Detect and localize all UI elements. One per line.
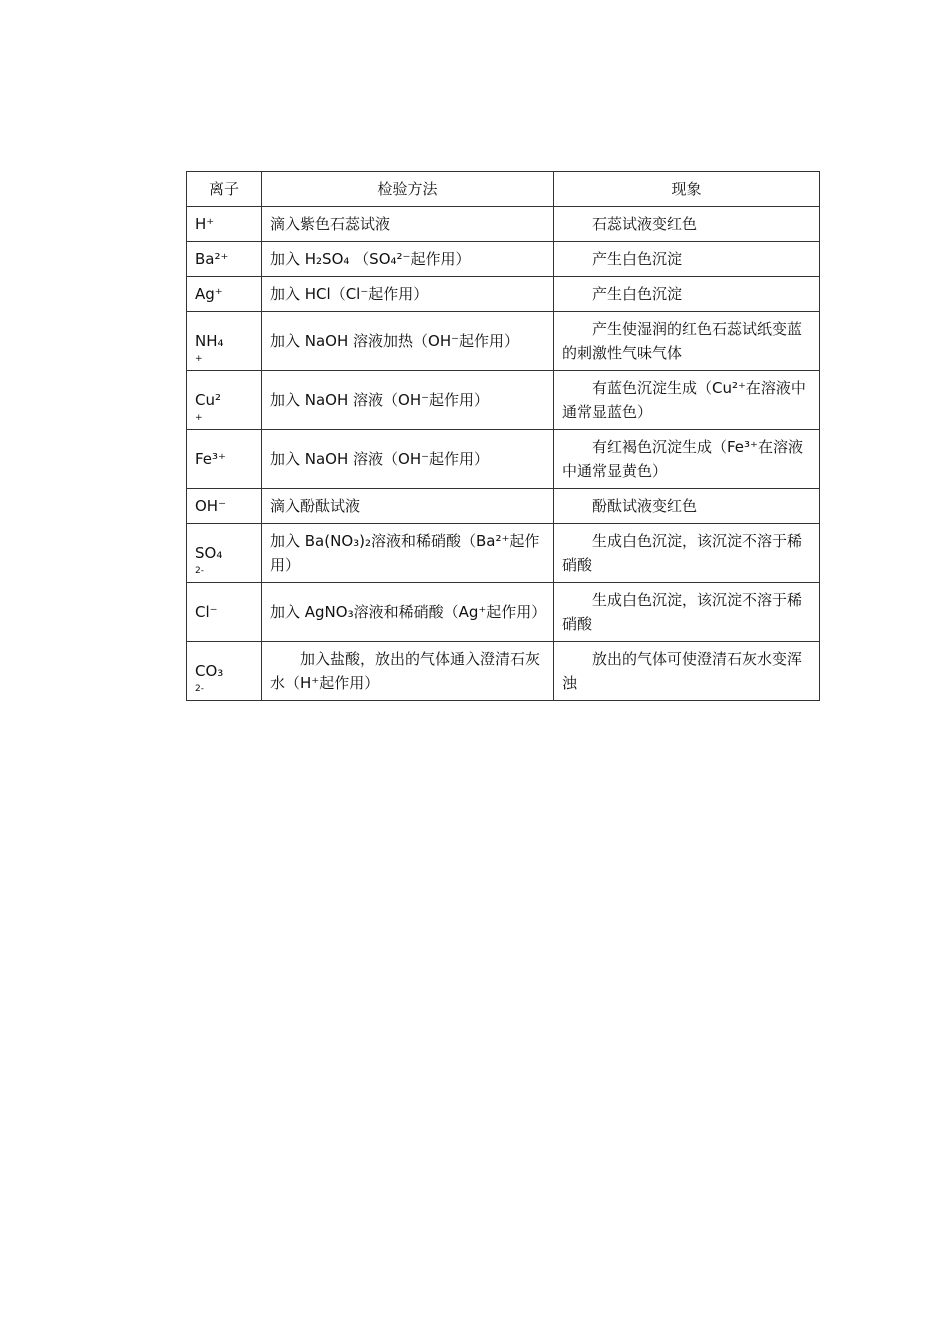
- ion-cell: [187, 430, 262, 489]
- observation-text: 生成白色沉淀，该沉淀不溶于稀硝酸: [562, 591, 803, 633]
- ion-charge: 2-: [195, 684, 204, 694]
- ion-cell: [187, 642, 262, 701]
- method-cell: [262, 242, 554, 277]
- method-text: 加入 NaOH 溶液（OH⁻起作用）: [270, 391, 490, 409]
- observation-cell: [554, 371, 820, 430]
- method-text: 加入 HCl（Cl⁻起作用）: [270, 285, 429, 303]
- ion-cell: [187, 489, 262, 524]
- ion-label: CO₃: [195, 662, 224, 680]
- ion-label: Ag⁺: [195, 285, 223, 303]
- method-text: 加入 Ba(NO₃)₂溶液和稀硝酸（Ba²⁺起作用）: [270, 532, 540, 574]
- ion-cell: [187, 242, 262, 277]
- ion-cell: [187, 583, 262, 642]
- method-cell: [262, 642, 554, 701]
- ion-label: OH⁻: [195, 497, 227, 515]
- ion-label: NH₄: [195, 332, 224, 350]
- observation-cell: [554, 430, 820, 489]
- method-cell: [262, 524, 554, 583]
- observation-cell: [554, 312, 820, 371]
- method-text: 加入 NaOH 溶液加热（OH⁻起作用）: [270, 332, 520, 350]
- ion-label: Cu²: [195, 391, 221, 409]
- ion-cell: [187, 277, 262, 312]
- table-header-row: [187, 172, 820, 207]
- header-method: 检验方法: [262, 172, 554, 207]
- observation-text: 产生白色沉淀: [592, 285, 683, 303]
- method-cell: [262, 371, 554, 430]
- observation-cell: [554, 642, 820, 701]
- method-text: 加入 H₂SO₄ （SO₄²⁻起作用）: [270, 250, 471, 268]
- table-row: [187, 430, 820, 489]
- observation-cell: [554, 207, 820, 242]
- observation-text: 有蓝色沉淀生成（Cu²⁺在溶液中通常显蓝色）: [562, 379, 806, 421]
- table-row: [187, 524, 820, 583]
- method-cell: [262, 312, 554, 371]
- observation-cell: [554, 583, 820, 642]
- header-ion: 离子: [187, 172, 262, 207]
- ion-label: Fe³⁺: [195, 450, 226, 468]
- method-text: 加入 AgNO₃溶液和稀硝酸（Ag⁺起作用）: [270, 603, 547, 621]
- observation-text: 石蕊试液变红色: [592, 215, 698, 233]
- ion-label: Cl⁻: [195, 603, 218, 621]
- ion-label: H⁺: [195, 215, 215, 233]
- table-row: [187, 312, 820, 371]
- method-cell: [262, 430, 554, 489]
- ion-cell: [187, 207, 262, 242]
- table-row: [187, 277, 820, 312]
- observation-text: 产生使湿润的红色石蕊试纸变蓝的刺激性气味气体: [562, 320, 803, 362]
- method-text: 滴入酚酞试液: [270, 497, 361, 515]
- table-row: [187, 242, 820, 277]
- method-cell: [262, 489, 554, 524]
- ion-label: SO₄: [195, 544, 223, 562]
- observation-text: 放出的气体可使澄清石灰水变浑浊: [562, 650, 803, 692]
- ion-charge: +: [195, 413, 203, 423]
- ion-test-table: [186, 171, 820, 701]
- method-cell: [262, 277, 554, 312]
- observation-text: 有红褐色沉淀生成（Fe³⁺在溶液中通常显黄色）: [562, 438, 803, 480]
- method-text: 加入盐酸，放出的气体通入澄清石灰水（H⁺起作用）: [270, 650, 541, 692]
- ion-label: Ba²⁺: [195, 250, 229, 268]
- observation-cell: [554, 524, 820, 583]
- table-row: [187, 371, 820, 430]
- observation-cell: [554, 489, 820, 524]
- table-row: [187, 207, 820, 242]
- observation-cell: [554, 242, 820, 277]
- method-text: 加入 NaOH 溶液（OH⁻起作用）: [270, 450, 490, 468]
- table-row: [187, 489, 820, 524]
- observation-text: 生成白色沉淀，该沉淀不溶于稀硝酸: [562, 532, 803, 574]
- observation-text: 产生白色沉淀: [592, 250, 683, 268]
- ion-cell: [187, 312, 262, 371]
- ion-cell: [187, 524, 262, 583]
- method-cell: [262, 583, 554, 642]
- ion-cell: [187, 371, 262, 430]
- method-text: 滴入紫色石蕊试液: [270, 215, 391, 233]
- ion-charge: +: [195, 354, 203, 364]
- table-row: [187, 642, 820, 701]
- method-cell: [262, 207, 554, 242]
- observation-text: 酚酞试液变红色: [592, 497, 698, 515]
- ion-charge: 2-: [195, 566, 204, 576]
- table-row: [187, 583, 820, 642]
- observation-cell: [554, 277, 820, 312]
- header-observation: 现象: [554, 172, 820, 207]
